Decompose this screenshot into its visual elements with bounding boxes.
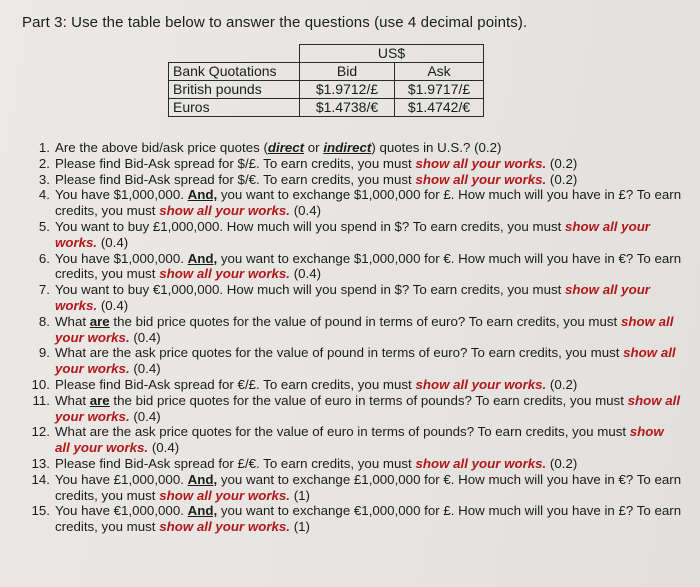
question-item bbox=[22, 314, 682, 346]
emphasis-text: show all your works. bbox=[415, 171, 547, 187]
question-number: 1. bbox=[38, 140, 50, 155]
row-label-euros: Euros bbox=[169, 99, 300, 117]
question-text-part: You have $1,000,000. bbox=[55, 187, 188, 203]
question-number: 14. bbox=[31, 471, 50, 487]
question-points: (0.4) bbox=[97, 234, 129, 250]
and-term: And, bbox=[187, 250, 218, 266]
table-blank-cell bbox=[169, 45, 300, 63]
question-text bbox=[55, 172, 682, 188]
emphasis-text: show all your works. bbox=[159, 519, 290, 535]
question-text bbox=[55, 219, 682, 251]
emphasis-text: show all your works. bbox=[55, 392, 681, 424]
question-text bbox=[55, 187, 682, 219]
question-points: (0.4) bbox=[148, 440, 180, 456]
are-term: are bbox=[89, 392, 110, 408]
question-text bbox=[55, 345, 682, 377]
question-item bbox=[22, 187, 682, 219]
question-points: (0.4) bbox=[129, 361, 161, 377]
question-item bbox=[22, 472, 682, 504]
question-points: (0.4) bbox=[129, 408, 161, 424]
emphasis-text: show all your works. bbox=[55, 345, 676, 377]
question-text bbox=[55, 156, 682, 172]
ask-euros: $1.4742/€ bbox=[395, 99, 484, 117]
question-text-part: the bid price quotes for the value of euro in terms of pounds? To earn credits, you must bbox=[109, 392, 628, 408]
question-text-part: What are the ask price quotes for the value of euro in terms of pounds? To earn credits, you must bbox=[55, 424, 630, 440]
question-text-part: or bbox=[304, 140, 324, 155]
question-item bbox=[22, 503, 682, 535]
question-text-part: You have £1,000,000. bbox=[55, 471, 188, 487]
question-text-part: you want to exchange $1,000,000 for €. How much will you have in €? To earn credits, you must bbox=[55, 250, 682, 282]
header-bid: Bid bbox=[300, 63, 395, 81]
table-row bbox=[169, 99, 484, 117]
question-item bbox=[22, 172, 682, 188]
question-points: (0.4) bbox=[290, 203, 322, 219]
question-number: 10. bbox=[31, 376, 50, 392]
emphasis-text: show all your works. bbox=[159, 203, 290, 219]
table-row bbox=[169, 81, 484, 99]
table-header-currency-row bbox=[169, 45, 484, 63]
emphasis-text: show all your works. bbox=[55, 313, 674, 345]
emphasis-text: show all your works. bbox=[55, 424, 664, 456]
question-points: (0.4) bbox=[97, 297, 129, 313]
bid-euros: $1.4738/€ bbox=[300, 99, 395, 117]
page-title: Part 3: Use the table below to answer the questions (use 4 decimal points). bbox=[22, 14, 528, 31]
question-text-part: You have €1,000,000. bbox=[55, 503, 188, 519]
question-number: 8. bbox=[38, 313, 50, 329]
question-text bbox=[55, 424, 682, 456]
question-text bbox=[55, 472, 682, 504]
question-text-part: You have $1,000,000. bbox=[55, 250, 188, 266]
header-ask: Ask bbox=[395, 63, 484, 81]
question-text bbox=[55, 377, 682, 393]
question-item bbox=[22, 456, 682, 472]
quote-table bbox=[168, 44, 484, 117]
question-text-part: you want to exchange $1,000,000 for £. How much will you have in £? To earn credits, you must bbox=[55, 187, 682, 219]
question-text-part: What bbox=[55, 392, 90, 408]
question-text-part: You want to buy €1,000,000. How much will you spend in $? To earn credits, you must bbox=[55, 282, 566, 298]
question-text-part: ) quotes in U.S.? (0.2) bbox=[371, 140, 502, 155]
and-term: And, bbox=[187, 187, 218, 203]
emphasis-text: show all your works. bbox=[159, 487, 290, 503]
are-term: are bbox=[89, 313, 110, 329]
question-number: 15. bbox=[31, 503, 50, 519]
question-text bbox=[55, 282, 682, 314]
bid-pounds: $1.9712/£ bbox=[300, 81, 395, 99]
question-number: 7. bbox=[38, 282, 50, 298]
question-text-part: You want to buy £1,000,000. How much will you spend in $? To earn credits, you must bbox=[55, 218, 566, 234]
question-text-part: What are the ask price quotes for the value of pound in terms of euro? To earn credits, you must bbox=[55, 345, 624, 361]
question-number: 2. bbox=[38, 155, 50, 171]
emphasis-text: show all your works. bbox=[415, 155, 547, 171]
question-points: (0.4) bbox=[129, 329, 161, 345]
question-text-part: you want to exchange £1,000,000 for €. How much will you have in €? To earn credits, you must bbox=[55, 471, 682, 503]
emphasis-text: show all your works. bbox=[415, 376, 547, 392]
question-item bbox=[22, 282, 682, 314]
question-item bbox=[22, 345, 682, 377]
direct-term: direct bbox=[267, 140, 305, 155]
question-item bbox=[22, 393, 682, 425]
question-text-part: Please find Bid-Ask spread for $/€. To earn credits, you must bbox=[55, 171, 416, 187]
question-number: 4. bbox=[38, 187, 50, 203]
emphasis-text: show all your works. bbox=[55, 218, 650, 250]
question-list bbox=[22, 140, 682, 535]
question-text bbox=[55, 251, 682, 283]
indirect-term: indirect bbox=[323, 140, 372, 155]
question-number: 5. bbox=[38, 218, 50, 234]
question-points: (1) bbox=[290, 487, 310, 503]
question-points: (1) bbox=[290, 519, 310, 535]
question-number: 6. bbox=[38, 250, 50, 266]
question-points: (0.2) bbox=[546, 376, 578, 392]
question-text bbox=[55, 503, 682, 535]
emphasis-text: show all your works. bbox=[415, 455, 547, 471]
question-text bbox=[55, 140, 682, 156]
question-text-part: Please find Bid-Ask spread for £/€. To earn credits, you must bbox=[55, 455, 416, 471]
question-text bbox=[55, 456, 682, 472]
emphasis-text: show all your works. bbox=[159, 266, 290, 282]
question-text-part: you want to exchange €1,000,000 for £. How much will you have in £? To earn credits, you must bbox=[55, 503, 682, 535]
question-text bbox=[55, 314, 682, 346]
question-item bbox=[22, 377, 682, 393]
question-item bbox=[22, 251, 682, 283]
question-text-part: Please find Bid-Ask spread for €/£. To earn credits, you must bbox=[55, 376, 416, 392]
question-number: 13. bbox=[31, 455, 50, 471]
question-item bbox=[22, 219, 682, 251]
question-text-part: Please find Bid-Ask spread for $/£. To earn credits, you must bbox=[55, 155, 416, 171]
question-number: 9. bbox=[38, 345, 50, 361]
question-text-part: the bid price quotes for the value of pound in terms of euro? To earn credits, you must bbox=[109, 313, 621, 329]
currency-header: US$ bbox=[300, 45, 484, 63]
and-term: And, bbox=[187, 471, 218, 487]
question-text-part: What bbox=[55, 313, 90, 329]
question-item bbox=[22, 140, 682, 156]
ask-pounds: $1.9717/£ bbox=[395, 81, 484, 99]
question-number: 11. bbox=[32, 392, 50, 408]
table-header-row bbox=[169, 63, 484, 81]
emphasis-text: show all your works. bbox=[55, 282, 650, 313]
question-text bbox=[55, 393, 682, 425]
question-text-part: Are the above bid/ask price quotes ( bbox=[55, 140, 268, 155]
and-term: And, bbox=[187, 503, 218, 519]
row-label-pounds: British pounds bbox=[169, 81, 300, 99]
question-item bbox=[22, 156, 682, 172]
question-points: (0.2) bbox=[546, 455, 578, 471]
question-item bbox=[22, 424, 682, 456]
question-points: (0.2) bbox=[546, 171, 578, 187]
header-bank-quotations: Bank Quotations bbox=[169, 63, 300, 81]
question-points: (0.4) bbox=[290, 266, 322, 282]
question-number: 3. bbox=[38, 171, 50, 187]
question-number: 12. bbox=[31, 424, 50, 440]
question-points: (0.2) bbox=[546, 155, 578, 171]
